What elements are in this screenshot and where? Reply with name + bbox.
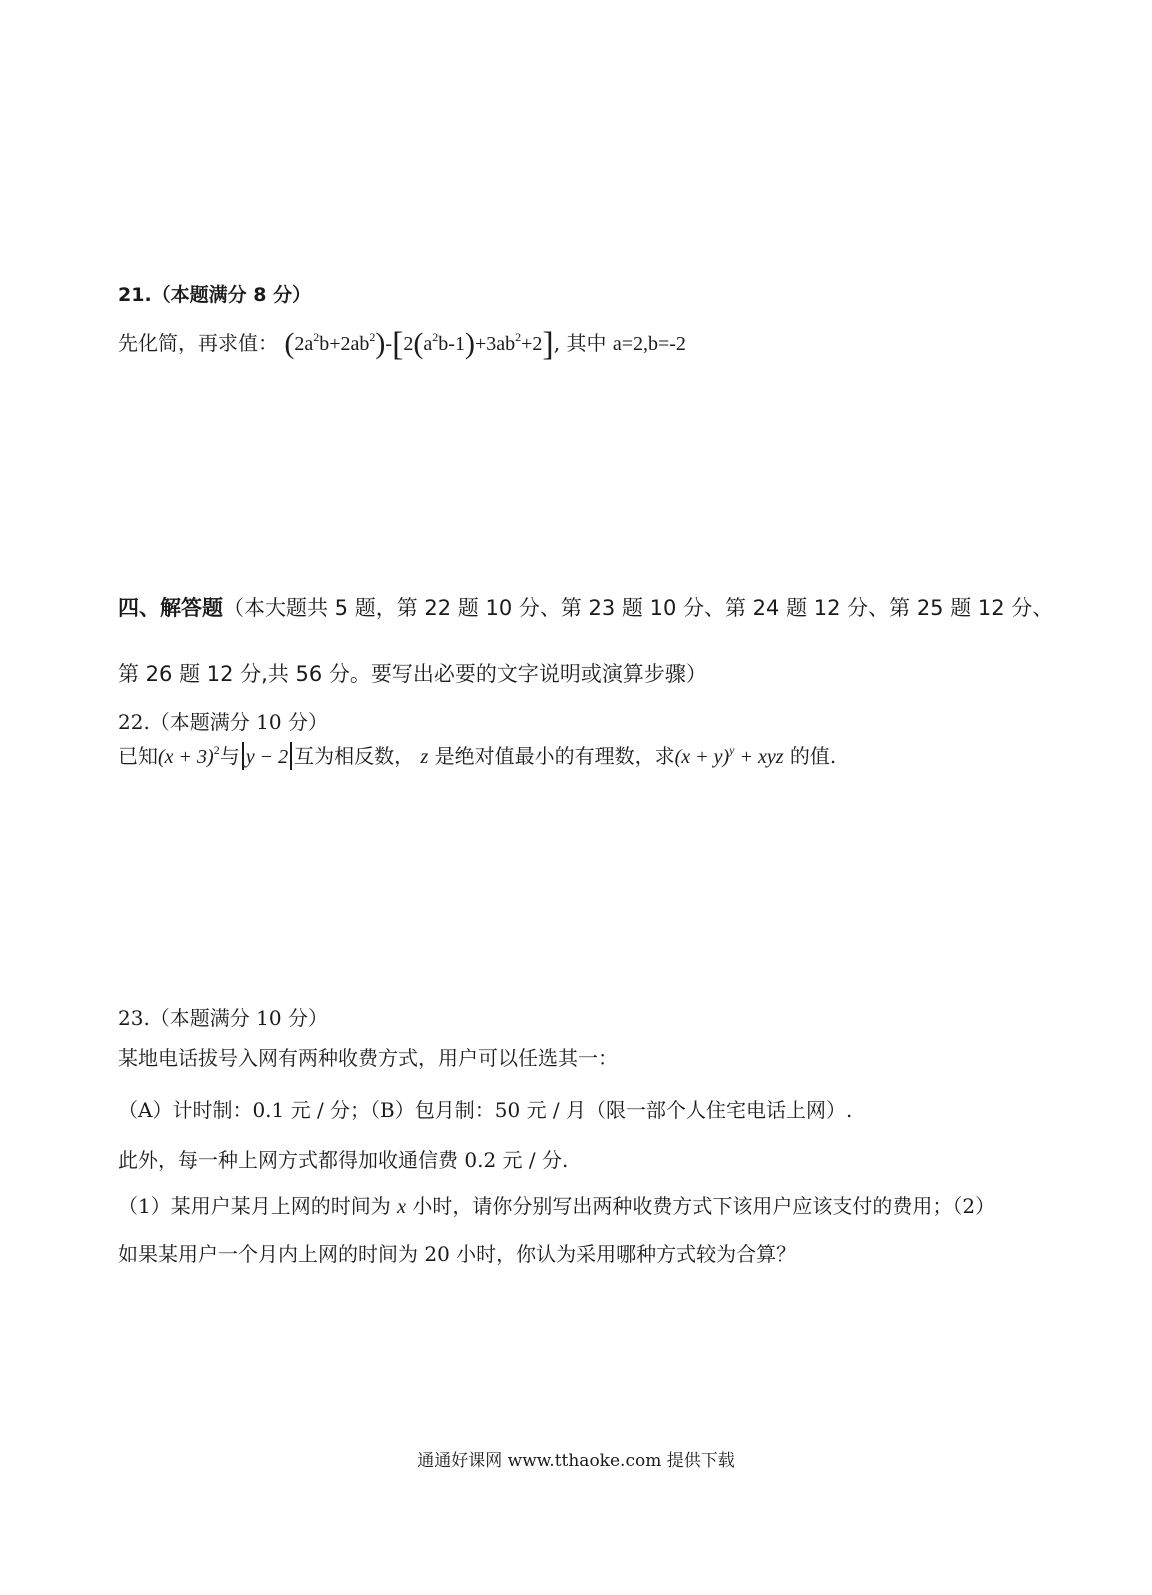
q22-text-3: 互为相反数， (294, 744, 415, 768)
q21-suffix-values: a=2,b=-2 (612, 333, 686, 355)
q22-text-5: 的值. (789, 744, 837, 768)
q21-prefix: 先化简，再求值： (118, 331, 278, 355)
q22-math-2: y − 2 (245, 746, 289, 768)
q23-line-5: 如果某用户一个月内上网的时间为 20 小时，你认为采用哪种方式较为合算？ (118, 1242, 797, 1266)
q22-problem (118, 740, 836, 770)
q22-text-2: 与 (219, 744, 240, 768)
section4-title-text1: （本大题共 5 题，第 22 题 10 分、第 23 题 10 分、第 24 题 12 分、第 25 题 12 分、 (223, 596, 1054, 620)
q22-math-4: $(x + y)^y$ + xyz (674, 743, 784, 768)
q21-suffix-label: , 其中 (553, 331, 607, 355)
abs-bar-left (242, 742, 244, 770)
section4-title-line2: 第 26 题 12 分,共 56 分。要写出必要的文字说明或演算步骤） (118, 662, 707, 686)
q22-math-3: z (420, 746, 429, 768)
q21-header: 21.（本题满分 8 分） (118, 284, 312, 306)
q23-line-4-var: x (397, 1196, 406, 1218)
q22-math-1: $(x + 3)^2$ (158, 743, 220, 768)
q23-header: 23.（本题满分 10 分） (118, 1006, 328, 1030)
q23-line-2: （A）计时制：0.1 元 / 分；（B）包月制：50 元 / 月（限一部个人住宅电话上网）. (118, 1098, 853, 1122)
page-footer: 通通好课网 www.tthaoke.com 提供下载 (417, 1451, 735, 1471)
q23-line-3: 此外，每一种上网方式都得加收通信费 0.2 元 / 分. (118, 1148, 569, 1172)
q23-line-4-b: 小时，请你分别写出两种收费方式下该用户应该支付的费用；（2） (412, 1194, 996, 1218)
q22-text-4: 是绝对值最小的有理数，求 (434, 744, 675, 768)
section4-title-bold: 四、解答题 (118, 596, 223, 620)
q22-header: 22.（本题满分 10 分） (118, 710, 328, 734)
abs-bar-right (290, 742, 292, 770)
q22-text-1: 已知 (118, 744, 158, 768)
q21-problem (118, 326, 686, 364)
q23-line-4 (118, 1190, 995, 1219)
q21-expression: $(2a^2b+2ab^2)-[2(a^2b-1)+3ab^2+2]$ (284, 326, 554, 363)
q23-line-1: 某地电话拔号入网有两种收费方式，用户可以任选其一： (118, 1046, 618, 1070)
q23-line-4-a: （1）某用户某月上网的时间为 (118, 1194, 391, 1218)
section4-title-line1 (118, 592, 1053, 622)
